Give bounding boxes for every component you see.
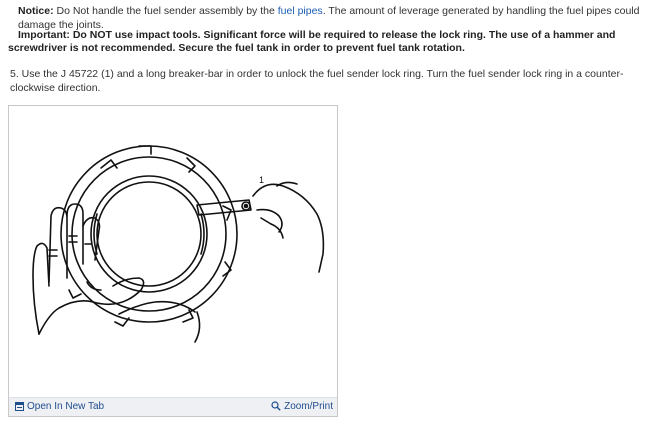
callout-label: 1 [259, 175, 265, 185]
important-text: Do NOT use impact tools. Significant force will be required to release the lock ring. The use of a hammer and screwdriver is not recommended. Secure the fuel tank in order to prevent fuel tank rotation. [8, 29, 616, 54]
sender-opening [91, 176, 207, 292]
step-text: Use the J 45722 (1) and a long breaker-bar in order to unlock the fuel sender lock ring. Turn the fuel sender lock ring in a counter-clockwise direction. [10, 68, 624, 94]
open-tab-icon [15, 402, 24, 411]
fuel-pipes-link[interactable]: fuel pipes [277, 5, 323, 17]
lock-ring-illustration [9, 106, 337, 398]
notice-label: Notice: [18, 5, 54, 17]
notice-paragraph [18, 4, 643, 32]
lock-ring-outer [61, 146, 237, 322]
notice-text-2: . The amount of leverage generated by handling the fuel pipes could damage the joints. [18, 5, 640, 31]
open-in-new-tab-label: Open In New Tab [27, 401, 105, 412]
zoom-print-label: Zoom/Print [284, 401, 333, 412]
figure-footer [9, 397, 337, 416]
step-paragraph [10, 67, 640, 95]
notice-text-1: Do Not handle the fuel sender assembly by the [53, 5, 278, 17]
magnifier-icon [271, 401, 281, 411]
important-paragraph [8, 29, 638, 55]
zoom-print-button[interactable] [271, 398, 333, 416]
important-label: Important: [18, 29, 70, 41]
figure-panel [8, 105, 338, 417]
step-number: 5. [10, 68, 19, 80]
open-in-new-tab-button[interactable] [15, 398, 104, 416]
lock-ring-inner [72, 157, 226, 311]
